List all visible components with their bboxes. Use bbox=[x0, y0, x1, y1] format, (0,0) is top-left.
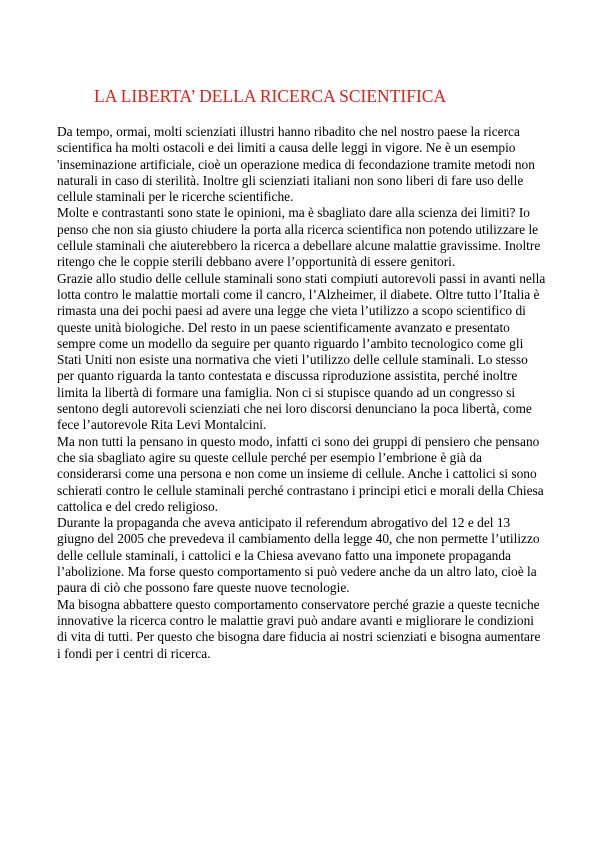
paragraph-3: Grazie allo studio delle cellule staminali sono stati compiuti autorevoli passi in avanti nella lotta contro le malattie mortali come il cancro, l’Alzheimer, il diabete. Oltre tutto l’Italia è rimasta una dei pochi paesi ad avere una legge che vieta l’utilizzo a scopo scientifico di queste unità biologiche. Del resto in un paese scientificamente avanzato e presentato sempre come un modello da seguire per quanto riguardo l’ambito tecnologico come gli Stati Uniti non esiste una normativa che vieti l’utilizzo delle cellule staminali. Lo stesso per quanto riguarda la tanto contestata e discussa riproduzione assistita, perché inoltre limita la libertà di formare una famiglia. Non ci si stupisce quando ad un congresso si sentono degli autorevoli scienziati che nei loro discorsi denunciano la poca libertà, come fece l’autorevole Rita Levi Montalcini. bbox=[57, 270, 546, 433]
paragraph-1: Da tempo, ormai, molti scienziati illustri hanno ribadito che nel nostro paese la ricerca scientifica ha molti ostacoli e dei limiti a causa delle leggi in vigore. Ne è un esempio 'inseminazione artificiale, cioè un operazione medica di fecondazione tramite metodi non naturali in caso di sterilità. Inoltre gli scienziati italiani non sono liberi di fare uso delle cellule staminali per le ricerche scientifiche. bbox=[57, 124, 535, 205]
paragraph-5: Durante la propaganda che aveva anticipato il referendum abrogativo del 12 e del 13 giugno del 2005 che prevedeva il cambiamento della legge 40, che non permette l’utilizzo delle cellule staminali, i cattolici e la Chiesa avevano fatto una imponete propaganda l’abolizione. Ma forse questo comportamento si può vedere anche da un altro lato, cioè la paura di ciò che possono fare queste nuove tecnologie. bbox=[57, 515, 540, 596]
paragraph-6: Ma bisogna abbattere questo comportamento conservatore perché grazie a queste tecniche innovative la ricerca contro le malattie gravi può andare avanti e migliorare le condizioni di vita di tutti. Per questo che bisogna dare fiducia ai nostri scienziati e bisogna aumentare i fondi per i centri di ricerca. bbox=[57, 596, 541, 661]
paragraph-2: Molte e contrastanti sono state le opinioni, ma è sbagliato dare alla scienza dei limiti? Io penso che non sia giusto chiudere la porta alla ricerca scientifica non potendo utilizzare le cellule staminali che aiuterebbero la ricerca a debellare alcune malattie gravissime. Inoltre ritengo che le coppie sterili debbano avere l’opportunità di essere genitori. bbox=[57, 205, 541, 270]
document-body bbox=[57, 124, 547, 662]
paragraph-4: Ma non tutti la pensano in questo modo, infatti ci sono dei gruppi di pensiero che pensano che sia sbagliato agire su queste cellule perché per esempio l’embrione è già da considerarsi come una persona e non come un insieme di cellule. Anche i cattolici si sono schierati contro le cellule staminali perché contrastano i principi etici e morali della Chiesa cattolica e del credo religioso. bbox=[57, 433, 544, 514]
document-title: LA LIBERTA’ DELLA RICERCA SCIENTIFICA bbox=[94, 86, 447, 106]
